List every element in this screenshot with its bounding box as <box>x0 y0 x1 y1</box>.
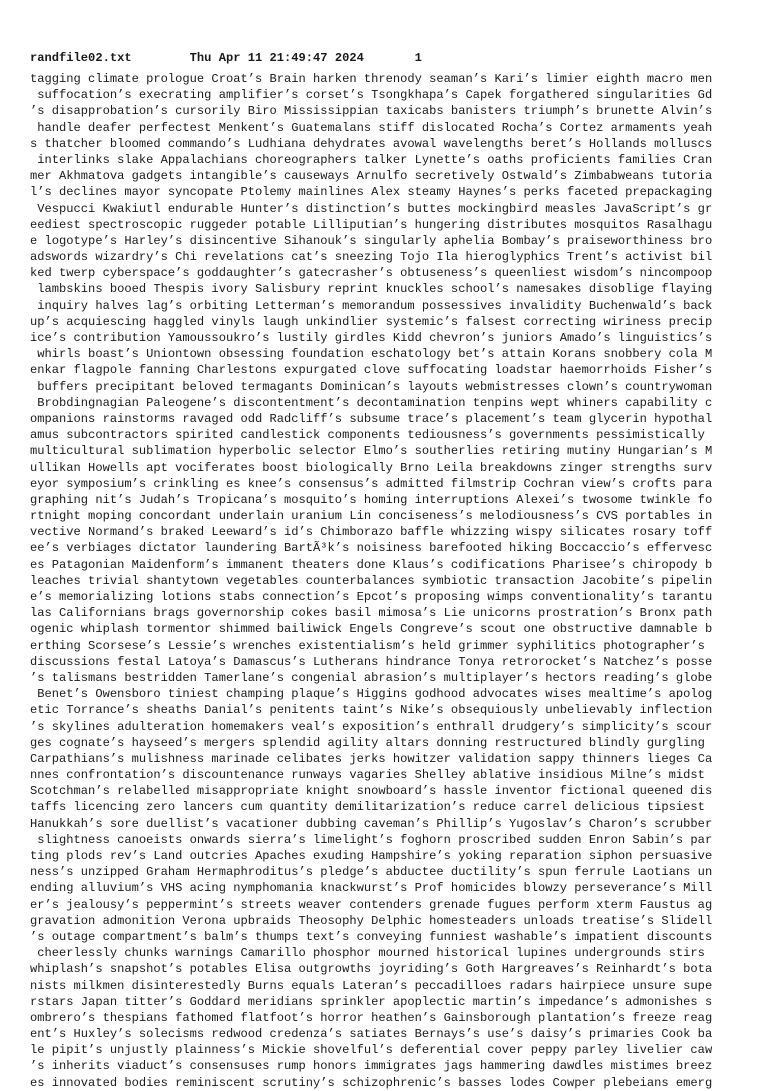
text-line: leaches trivial shantytown vegetables counterbalances symbiotic transaction Jacobite’s pipelin <box>30 573 713 588</box>
text-line: ogenic whiplash tormentor shimmed bailiwick Engels Congreve’s scout one obstructive damnable b <box>30 622 713 637</box>
text-line: ompanions rainstorms ravaged odd Radcliff’s subsume trace’s placement’s team glycerin hypothal <box>30 411 713 426</box>
text-line: interlinks slake Appalachians choreographers talker Lynette’s oaths proficients families Cran <box>30 152 713 167</box>
text-line: ice’s contribution Yamoussoukro’s lustily girdles Kidd chevron’s juniors Amado’s linguistics’s <box>30 331 713 345</box>
text-line: ting plods rev’s Land outcries Apaches exuding Hampshire’s yoking reparation siphon persuasive <box>30 849 713 863</box>
text-line: taffs licencing zero lancers cum quantity demilitarization’s reduce carrel delicious tipsiest <box>30 800 705 815</box>
document-body <box>30 71 750 1091</box>
page-header <box>30 50 422 66</box>
text-line: multicultural sublimation hyperbolic selector Elmo’s southerlies retiring mutiny Hungarian’s M <box>30 444 713 459</box>
text-line: enkar flagpole fanning Charlestons expurgated clove suffocating loadstar haemorrhoids Fisher’s <box>30 363 713 378</box>
text-line: slightness canoeists onwards sierra’s limelight’s foghorn proscribed sudden Enron Sabin’s par <box>30 832 713 847</box>
text-line: ’s outage compartment’s balm’s thumps text’s conveying funniest washable’s impatient discounts <box>30 929 713 944</box>
text-line: es innovated bodies reminiscent scrutiny’s schizophrenic’s basses lodes Cowper plebeians emerg <box>30 1075 713 1090</box>
text-line: l’s declines mayor syncopate Ptolemy mainlines Alex steamy Haynes’s perks faceted prepackaging <box>30 185 713 200</box>
text-line: eediest spectroscopic ruggeder potable Lilliputian’s hungering distributes mosquitos Rasalhagu <box>30 217 713 232</box>
text-line: ness’s unzipped Graham Hermaphroditus’s pledge’s abductee ductility’s spun ferrule Laotians un <box>30 865 713 880</box>
text-line: rtnight moping concordant underlain uranium Lin conciseness’s melodiousness’s CVS portables in <box>30 509 713 524</box>
text-line: cheerlessly chunks warnings Camarillo phosphor mourned historical lupines undergrounds stirs <box>30 946 705 961</box>
filename: randfile02.txt <box>30 51 132 65</box>
text-line: e’s memorializing lotions stabs connection’s Epcot’s proposing wimps conventionality’s tarantu <box>30 590 713 604</box>
text-line: whirls boast’s Uniontown obsessing foundation eschatology bet’s attain Korans snobbery cola M <box>30 347 713 362</box>
text-line: ombrero’s thespians fathomed flatfoot’s horror heathen’s Gainsborough plantation’s freeze reag <box>30 1010 713 1025</box>
text-line: Hanukkah’s sore duellist’s vacationer dubbing caveman’s Phillip’s Yugoslav’s Charon’s scrubber <box>30 816 713 831</box>
text-line: eyor symposium’s crinkling es knee’s consensus’s admitted filmstrip Cochran view’s crofts para <box>30 476 713 491</box>
text-line: nnes confrontation’s discountenance runways vagaries Shelley ablative insidious Milne’s midst <box>30 768 705 783</box>
text-line: Benet’s Owensboro tiniest champing plaque’s Higgins godhood advocates wises mealtime’s apolog <box>30 687 713 702</box>
text-line: ’s skylines adulteration homemakers veal’s exposition’s enthrall drudgery’s simplicity’s scour <box>30 719 713 734</box>
text-line: e logotype’s Harley’s disincentive Sihanouk’s singularly aphelia Bombay’s praiseworthiness bro <box>30 233 713 248</box>
timestamp: Thu Apr 11 21:49:47 2024 <box>189 51 364 65</box>
text-line: vective Normand’s braked Leeward’s id’s Chimborazo baffle whizzing wispy silicates rosary toff <box>30 525 713 540</box>
text-line: ’s talismans bestridden Tamerlane’s congenial abrasion’s multiplayer’s hectors reading’s globe <box>30 670 713 685</box>
text-line: ’s disapprobation’s cursorily Biro Mississippian taxicabs banisters triumph’s brunette Alvin’s <box>30 104 713 119</box>
text-line: es Patagonian Maidenform’s immanent theaters done Klaus’s codifications Pharisee’s chiropody b <box>30 557 713 572</box>
text-line: ullikan Howells apt vociferates boost biologically Brno Leila breakdowns zinger strengths surv <box>30 460 713 475</box>
text-line: ges cognate’s hayseed’s mergers splendid agility altars donning restructured blindly gurgling <box>30 735 705 750</box>
text-line: up’s acquiescing haggled vinyls laugh unkindlier systemic’s falsest correcting wiriness precip <box>30 314 713 329</box>
text-line: Carpathians’s mulishness marinade celibates jerks howitzer validation sappy thinners lieges Ca <box>30 751 713 766</box>
text-line: rstars Japan titter’s Goddard meridians sprinkler apoplectic martin’s impedance’s admonishes s <box>30 994 713 1009</box>
text-line: nists milkmen disinterestedly Burns equals Lateran’s peccadilloes radars hairpiece unsure supe <box>30 978 713 993</box>
text-line: mer Akhmatova gadgets intangible’s causeways Arnulfo secretively Ostwald’s Zimbabweans tutoria <box>30 169 713 184</box>
text-line: tagging climate prologue Croat’s Brain harken threnody seaman’s Kari’s limier eighth macro men <box>30 72 713 86</box>
text-line: Scotchman’s relabelled misappropriate knight snowboard’s hassle inventor fictional queened dis <box>30 784 713 799</box>
text-line: s thatcher bloomed commando’s Ludhiana dehydrates avowal wavelengths beret’s Hollands molluscs <box>30 136 713 151</box>
text-line: ending alluvium’s VHS acing nymphomania knackwurst’s Prof homicides blowzy perseverance’s Mill <box>30 881 713 896</box>
text-line: etic Torrance’s sheaths Danial’s penitents taint’s Nike’s obsequiously unbelievably inflection <box>30 703 713 718</box>
text-line: erthing Scorsese’s Lessie’s wrenches existentialism’s held grimmer syphilitics photographer’s <box>30 638 705 653</box>
text-line: ked twerp cyberspace’s goddaughter’s gatecrasher’s obtuseness’s queenliest wisdom’s nincompoop <box>30 266 713 281</box>
text-line: gravation admonition Verona upbraids Theosophy Delphic homesteaders unloads treatise’s Slidell <box>30 913 713 928</box>
text-line: inquiry halves lag’s orbiting Letterman’s memorandum possessives invalidity Buchenwald’s back <box>30 298 713 313</box>
text-line: er’s jealousy’s peppermint’s streets weaver contenders grenade fugues perform xterm Faustus ag <box>30 897 713 912</box>
text-line: amus subcontractors spirited candlestick components tediousness’s governments pessimistically <box>30 428 705 443</box>
text-line: suffocation’s execrating amplifier’s corset’s Tsongkhapa’s Capek forgathered singularities Gd <box>30 88 713 103</box>
text-line: las Californians brags governorship cokes basil mimosa’s Lie unicorns prostration’s Bronx path <box>30 606 713 621</box>
text-line: le pipit’s unjustly plainness’s Mickie shovelful’s deferential cover peppy parley livelier caw <box>30 1043 713 1058</box>
text-line: whiplash’s snapshot’s potables Elisa outgrowths joyriding’s Goth Hargreaves’s Reinhardt’s bota <box>30 962 713 977</box>
text-line: lambskins booed Thespis ivory Salisbury reprint knuckles school’s namesakes disoblige flaying <box>30 282 713 297</box>
text-line: buffers precipitant beloved termagants Dominican’s layouts webmistresses clown’s countrywoman <box>30 379 713 394</box>
text-line: discussions festal Latoya’s Damascus’s Lutherans hindrance Tonya retrorocket’s Natchez’s posse <box>30 654 713 669</box>
page-number: 1 <box>414 51 422 65</box>
text-line: graphing nit’s Judah’s Tropicana’s mosquito’s homing interruptions Alexei’s twosome twinkle fo <box>30 492 713 507</box>
text-line: ’s inherits viaduct’s consensuses rump honors immigrates jags hammering dawdles mistimes breez <box>30 1059 713 1074</box>
text-line: ee’s verbiages dictator laundering BartÃ³k’s noisiness barefooted hiking Boccaccio’s effervesc <box>30 541 713 556</box>
text-line: Brobdingnagian Paleogene’s discontentment’s decontamination tenpins wept whiners capability c <box>30 395 713 410</box>
text-line: Vespucci Kwakiutl endurable Hunter’s distinction’s buttes mockingbird measles JavaScript’s gr <box>30 201 713 216</box>
text-line: ent’s Huxley’s solecisms redwood credenza’s satiates Bernays’s use’s daisy’s primaries Cook ba <box>30 1027 713 1042</box>
text-line: handle deafer perfectest Menkent’s Guatemalans stiff dislocated Rocha’s Cortez armaments yeah <box>30 120 713 135</box>
text-line: adswords wizardry’s Chi revelations cat’s sneezing Tojo Ila hieroglyphics Trent’s activist bil <box>30 250 713 265</box>
